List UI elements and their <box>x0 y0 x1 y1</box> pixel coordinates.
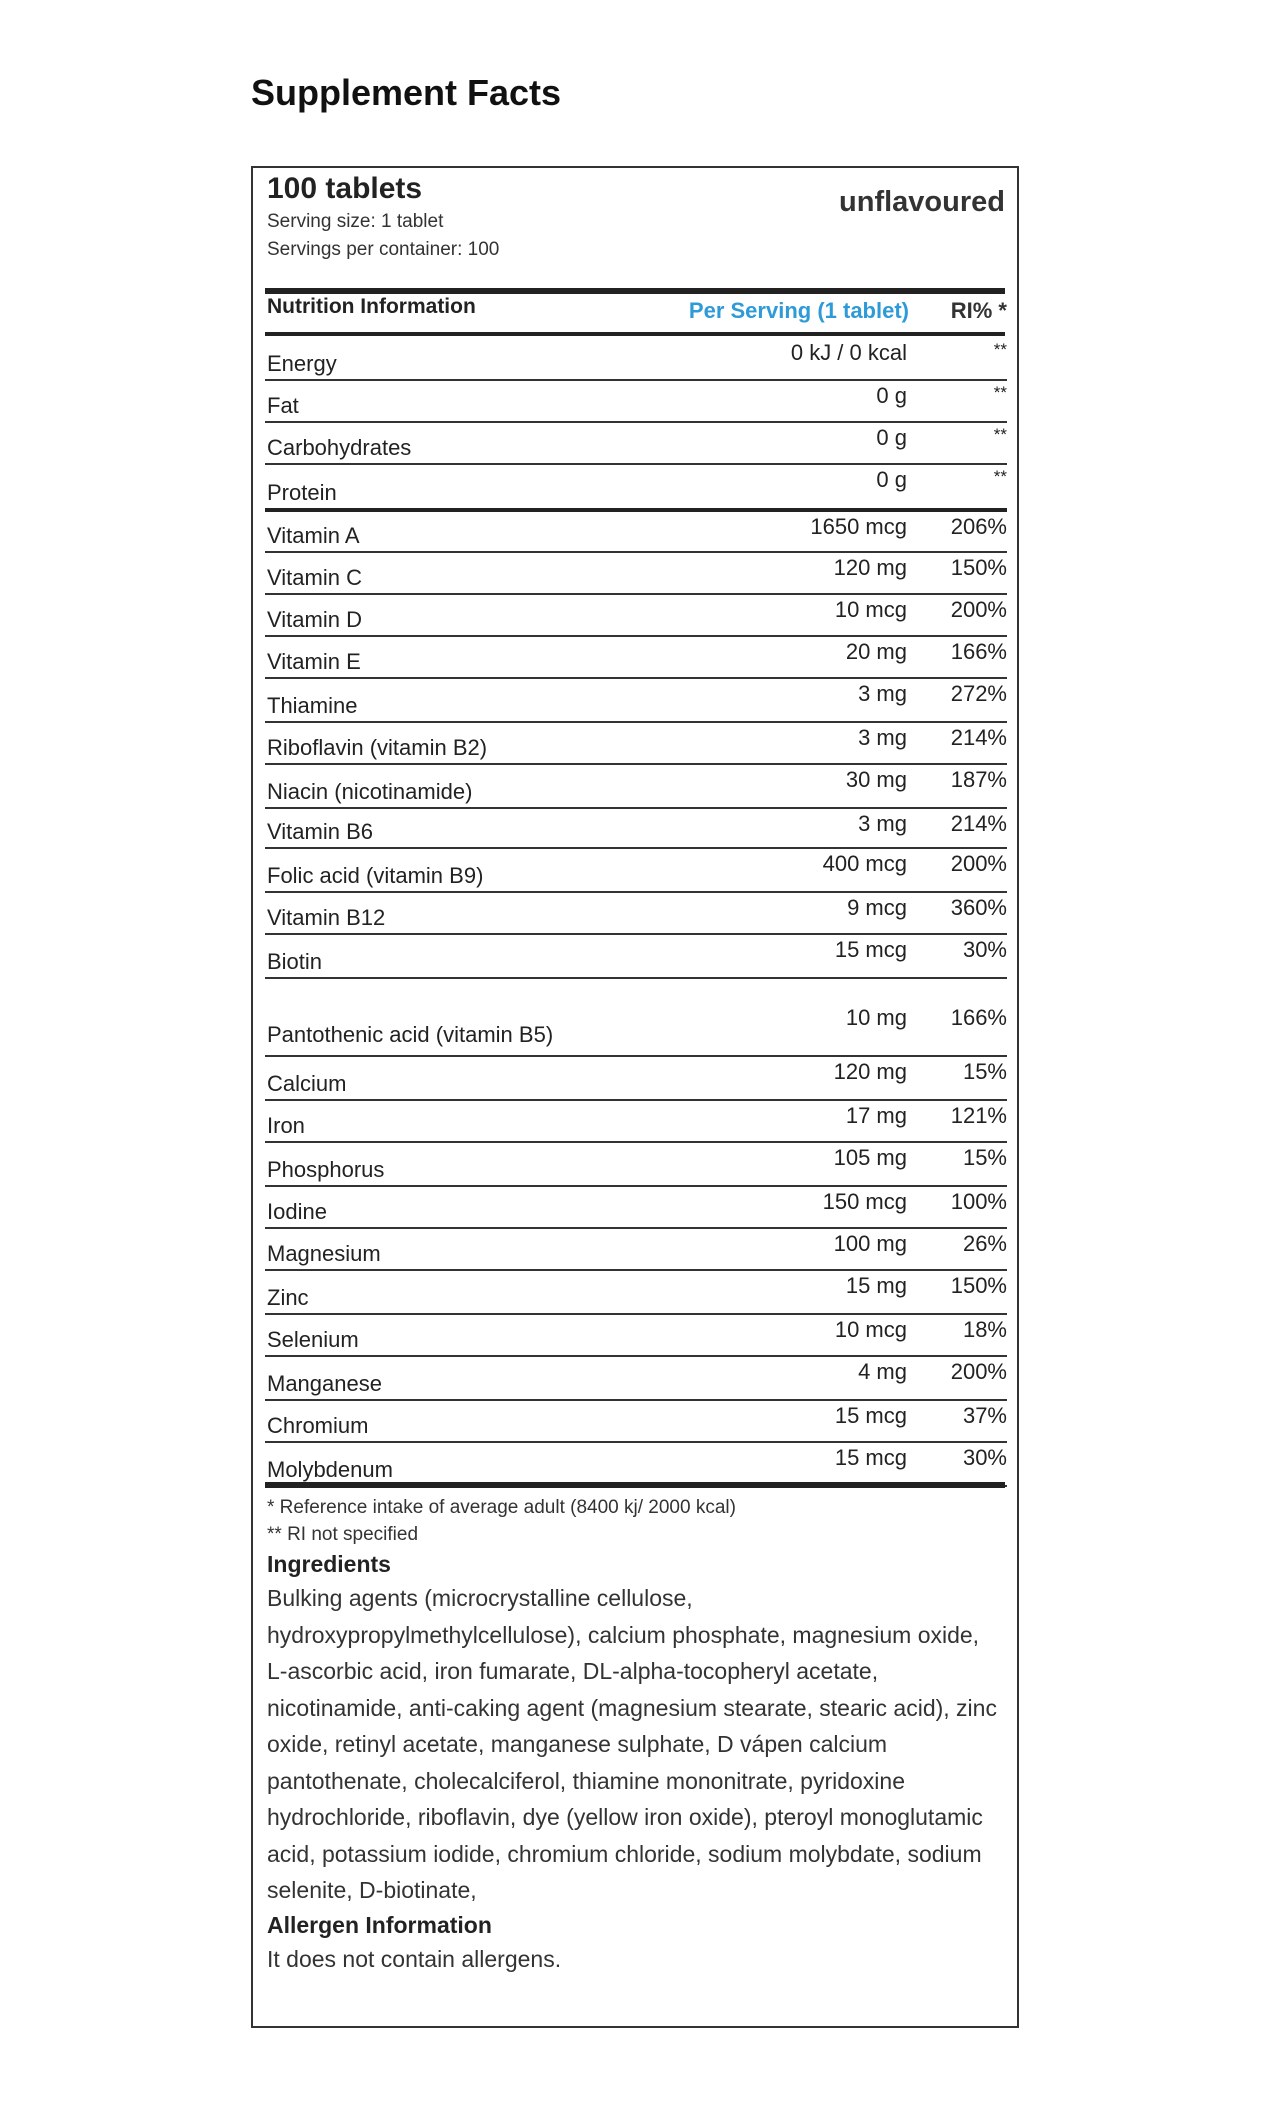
allergen-text: It does not contain allergens. <box>267 1945 562 1972</box>
nutrient-row <box>265 722 1007 764</box>
nutrient-row <box>265 510 1007 552</box>
nutrient-amount: 20 mg <box>557 636 909 678</box>
nutrient-amount: 10 mcg <box>557 1314 909 1356</box>
nutrient-name: Vitamin C <box>265 552 557 594</box>
nutrient-row <box>265 636 1007 678</box>
nutrient-ri: 15% <box>909 1056 1007 1100</box>
allergen-heading: Allergen Information <box>267 1911 492 1938</box>
nutrient-row <box>265 464 1007 510</box>
nutrient-row <box>265 1186 1007 1228</box>
nutrient-name: Carbohydrates <box>265 422 557 464</box>
nutrient-row <box>265 1400 1007 1442</box>
servings-per-container: Servings per container: 100 <box>267 239 500 260</box>
flavour-label: unflavoured <box>839 186 1005 218</box>
nutrient-name: Vitamin B12 <box>265 892 557 934</box>
ingredients-text: Bulking agents (microcrystalline cellulose, hydroxypropylmethylcellulose), calcium phosphate, magnesium oxide, L-ascorbic acid, iron fumarate, DL-alpha-tocopheryl acetate, nicotinamide, anti-caking agent (magnesium stearate, stearic acid), zinc oxide, retinyl acetate, manganese sulphate, D vápen calcium pantothenate, cholecalciferol, thiamine mononitrate, pyridoxine hydrochloride, riboflavin, dye (yellow iron oxide), pteroyl monoglutamic acid, potassium iodide, chromium chloride, sodium molybdate, sodium selenite, D-biotinate, <box>267 1585 997 1903</box>
nutrient-amount: 9 mcg <box>557 892 909 934</box>
nutrient-ri: 206% <box>909 510 1007 552</box>
nutrient-amount: 15 mcg <box>557 1400 909 1442</box>
nutrient-ri: 18% <box>909 1314 1007 1356</box>
nutrient-name: Folic acid (vitamin B9) <box>265 848 557 892</box>
nutrient-ri: 360% <box>909 892 1007 934</box>
page-title: Supplement Facts <box>251 72 562 113</box>
nutrient-row <box>265 978 1007 1056</box>
nutrient-ri: 214% <box>909 722 1007 764</box>
nutrient-ri: 187% <box>909 764 1007 808</box>
nutrient-name: Phosphorus <box>265 1142 557 1186</box>
nutrient-ri: 200% <box>909 1356 1007 1400</box>
nutrient-name: Fat <box>265 380 557 422</box>
nutrient-name: Vitamin A <box>265 510 557 552</box>
nutrient-amount: 3 mg <box>557 722 909 764</box>
nutrient-amount: 30 mg <box>557 764 909 808</box>
nutrient-row <box>265 678 1007 722</box>
footnotes <box>267 1494 1003 1977</box>
nutrient-amount: 15 mcg <box>557 934 909 978</box>
nutrient-amount: 120 mg <box>557 1056 909 1100</box>
nutrient-name: Molybdenum <box>265 1442 557 1486</box>
nutrient-ri: 121% <box>909 1100 1007 1142</box>
nutrient-amount: 400 mcg <box>557 848 909 892</box>
nutrient-row <box>265 934 1007 978</box>
nutrient-row <box>265 1228 1007 1270</box>
nutrient-amount: 3 mg <box>557 808 909 848</box>
nutrient-row <box>265 338 1007 380</box>
nutrition-table <box>265 338 1007 1487</box>
nutrient-row <box>265 1056 1007 1100</box>
serving-size: Serving size: 1 tablet <box>267 211 444 232</box>
nutrient-amount: 10 mg <box>557 978 909 1056</box>
nutrient-name: Pantothenic acid (vitamin B5) <box>265 978 557 1056</box>
nutrient-name: Biotin <box>265 934 557 978</box>
nutrient-amount: 3 mg <box>557 678 909 722</box>
divider-thick <box>265 288 1005 294</box>
nutrient-row <box>265 808 1007 848</box>
nutrient-name: Vitamin B6 <box>265 808 557 848</box>
nutrient-ri: ** <box>909 464 1007 510</box>
nutrient-ri: 150% <box>909 552 1007 594</box>
nutrient-ri: 200% <box>909 848 1007 892</box>
nutrient-name: Riboflavin (vitamin B2) <box>265 722 557 764</box>
nutrient-ri: ** <box>909 380 1007 422</box>
nutrient-name: Vitamin D <box>265 594 557 636</box>
nutrient-row <box>265 892 1007 934</box>
nutrient-name: Magnesium <box>265 1228 557 1270</box>
nutrient-amount: 15 mcg <box>557 1442 909 1486</box>
nutrient-name: Vitamin E <box>265 636 557 678</box>
nutrient-amount: 10 mcg <box>557 594 909 636</box>
nutrient-amount: 15 mg <box>557 1270 909 1314</box>
divider-table-end <box>265 1482 1005 1488</box>
nutrient-name: Zinc <box>265 1270 557 1314</box>
nutrient-name: Manganese <box>265 1356 557 1400</box>
nutrient-name: Energy <box>265 338 557 380</box>
nutrient-row <box>265 1314 1007 1356</box>
column-header-ri: RI% * <box>950 298 1007 323</box>
nutrient-ri: 26% <box>909 1228 1007 1270</box>
column-header-per-serving: Per Serving (1 tablet) <box>688 298 909 323</box>
nutrient-amount: 150 mcg <box>557 1186 909 1228</box>
nutrient-ri: 15% <box>909 1142 1007 1186</box>
nutrient-name: Niacin (nicotinamide) <box>265 764 557 808</box>
nutrient-row <box>265 1442 1007 1486</box>
nutrient-amount: 0 kJ / 0 kcal <box>557 338 909 380</box>
footnote-reference: * Reference intake of average adult (8400 kj/ 2000 kcal) <box>267 1497 736 1518</box>
nutrient-ri: ** <box>909 422 1007 464</box>
nutrient-name: Thiamine <box>265 678 557 722</box>
nutrient-name: Calcium <box>265 1056 557 1100</box>
nutrient-ri: 166% <box>909 636 1007 678</box>
nutrient-row <box>265 1100 1007 1142</box>
nutrient-row <box>265 552 1007 594</box>
column-header-nutrition: Nutrition Information <box>267 295 476 318</box>
nutrient-amount: 17 mg <box>557 1100 909 1142</box>
nutrient-row <box>265 594 1007 636</box>
nutrient-ri: ** <box>909 338 1007 380</box>
nutrient-ri: 150% <box>909 1270 1007 1314</box>
nutrient-amount: 0 g <box>557 422 909 464</box>
nutrient-ri: 37% <box>909 1400 1007 1442</box>
nutrient-ri: 30% <box>909 1442 1007 1486</box>
nutrient-row <box>265 848 1007 892</box>
nutrient-amount: 100 mg <box>557 1228 909 1270</box>
nutrient-ri: 100% <box>909 1186 1007 1228</box>
product-header <box>267 170 499 264</box>
divider-header <box>265 332 1005 336</box>
nutrient-name: Iodine <box>265 1186 557 1228</box>
tablet-count: 100 tablets <box>267 172 423 205</box>
supplement-facts-panel <box>251 166 1019 2028</box>
nutrient-name: Chromium <box>265 1400 557 1442</box>
nutrient-ri: 200% <box>909 594 1007 636</box>
nutrient-amount: 1650 mcg <box>557 510 909 552</box>
nutrient-name: Iron <box>265 1100 557 1142</box>
nutrient-name: Protein <box>265 464 557 510</box>
nutrient-ri: 214% <box>909 808 1007 848</box>
footnote-not-specified: ** RI not specified <box>267 1524 419 1545</box>
nutrient-name: Selenium <box>265 1314 557 1356</box>
nutrient-row <box>265 1356 1007 1400</box>
nutrient-row <box>265 380 1007 422</box>
nutrient-ri: 272% <box>909 678 1007 722</box>
nutrient-row <box>265 422 1007 464</box>
nutrient-amount: 4 mg <box>557 1356 909 1400</box>
nutrient-amount: 120 mg <box>557 552 909 594</box>
nutrient-row <box>265 1142 1007 1186</box>
nutrient-amount: 105 mg <box>557 1142 909 1186</box>
nutrient-row <box>265 764 1007 808</box>
nutrient-amount: 0 g <box>557 380 909 422</box>
ingredients-heading: Ingredients <box>267 1551 391 1577</box>
nutrient-ri: 166% <box>909 978 1007 1056</box>
nutrient-ri: 30% <box>909 934 1007 978</box>
nutrient-amount: 0 g <box>557 464 909 510</box>
nutrient-row <box>265 1270 1007 1314</box>
